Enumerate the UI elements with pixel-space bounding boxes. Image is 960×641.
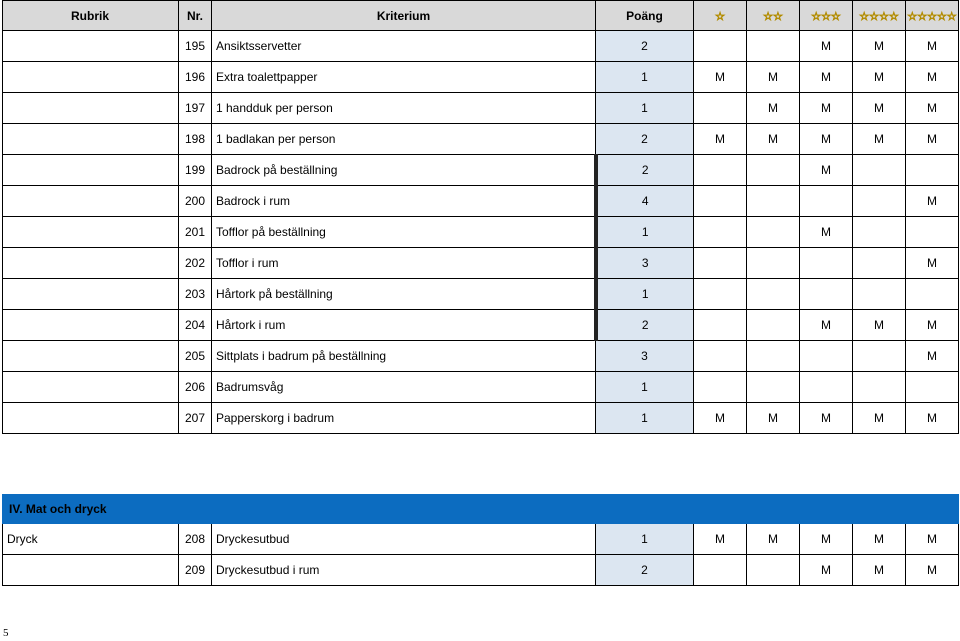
section-title: IV. Mat och dryck (3, 495, 959, 524)
mark-cell: M (694, 403, 747, 434)
nr-cell: 208 (179, 524, 212, 555)
mark-cell: M (747, 403, 800, 434)
table-row (3, 31, 959, 62)
mark-cell (906, 155, 959, 186)
table-row (3, 341, 959, 372)
mark-cell: M (800, 31, 853, 62)
points-cell: 1 (596, 62, 694, 93)
mark-cell: M (906, 341, 959, 372)
header-poang: Poäng (596, 1, 694, 31)
mark-cell (853, 186, 906, 217)
mark-cell (747, 248, 800, 279)
rubrik-cell (3, 341, 179, 372)
nr-cell: 206 (179, 372, 212, 403)
criterion-cell: Dryckesutbud i rum (212, 555, 596, 586)
nr-cell: 202 (179, 248, 212, 279)
mark-cell: M (853, 93, 906, 124)
star-icon: ☆☆☆ (811, 10, 841, 23)
mark-cell: M (906, 524, 959, 555)
nr-cell: 209 (179, 555, 212, 586)
nr-cell: 196 (179, 62, 212, 93)
mark-cell: M (800, 62, 853, 93)
table-row (3, 555, 959, 586)
nr-cell: 200 (179, 186, 212, 217)
rubrik-cell (3, 217, 179, 248)
criterion-cell: Hårtork i rum (212, 310, 596, 341)
mark-cell: M (906, 124, 959, 155)
criterion-cell: Badrumsvåg (212, 372, 596, 403)
criterion-cell: Papperskorg i badrum (212, 403, 596, 434)
mark-cell (853, 217, 906, 248)
mark-cell (694, 93, 747, 124)
mark-cell (694, 372, 747, 403)
mark-cell: M (906, 555, 959, 586)
mark-cell (694, 279, 747, 310)
mark-cell: M (853, 310, 906, 341)
criterion-cell: Dryckesutbud (212, 524, 596, 555)
header-star-5 (906, 1, 959, 31)
nr-cell: 197 (179, 93, 212, 124)
mark-cell (853, 279, 906, 310)
mark-cell (853, 248, 906, 279)
mark-cell (906, 217, 959, 248)
nr-cell: 198 (179, 124, 212, 155)
table-row (3, 524, 959, 555)
points-cell: 3 (596, 341, 694, 372)
page-number: 5 (3, 627, 9, 639)
mark-cell: M (906, 93, 959, 124)
table-row (3, 124, 959, 155)
rubrik-cell (3, 372, 179, 403)
mark-cell: M (747, 524, 800, 555)
mark-cell (800, 248, 853, 279)
mark-cell (853, 372, 906, 403)
mark-cell (747, 555, 800, 586)
rubrik-cell: Dryck (3, 524, 179, 555)
nr-cell: 195 (179, 31, 212, 62)
criterion-cell: Badrock på beställning (212, 155, 596, 186)
header-star-2 (747, 1, 800, 31)
nr-cell: 204 (179, 310, 212, 341)
mark-cell: M (800, 217, 853, 248)
header-row (3, 1, 959, 31)
table-row (3, 186, 959, 217)
points-cell: 1 (596, 403, 694, 434)
mark-cell: M (800, 403, 853, 434)
criteria-table (2, 0, 959, 586)
table-row (3, 310, 959, 341)
mark-cell: M (800, 155, 853, 186)
points-cell: 2 (596, 124, 694, 155)
star-icon: ☆☆ (763, 10, 783, 23)
points-cell: 1 (596, 524, 694, 555)
mark-cell (694, 341, 747, 372)
points-cell: 2 (596, 31, 694, 62)
nr-cell: 203 (179, 279, 212, 310)
star-icon: ☆☆☆☆ (859, 10, 899, 23)
table-row (3, 155, 959, 186)
rubrik-cell (3, 186, 179, 217)
mark-cell: M (853, 403, 906, 434)
mark-cell (694, 186, 747, 217)
mark-cell: M (800, 524, 853, 555)
points-cell: 4 (596, 186, 694, 217)
criterion-cell: Badrock i rum (212, 186, 596, 217)
rubrik-cell (3, 279, 179, 310)
nr-cell: 205 (179, 341, 212, 372)
rubrik-cell (3, 124, 179, 155)
criterion-cell: Ansiktsservetter (212, 31, 596, 62)
criterion-cell: Hårtork på beställning (212, 279, 596, 310)
nr-cell: 199 (179, 155, 212, 186)
points-cell: 1 (596, 217, 694, 248)
mark-cell (747, 310, 800, 341)
points-cell: 2 (596, 555, 694, 586)
mark-cell: M (853, 62, 906, 93)
mark-cell (800, 279, 853, 310)
rubrik-cell (3, 555, 179, 586)
mark-cell (694, 155, 747, 186)
rubrik-cell (3, 248, 179, 279)
star-icon: ☆ (715, 10, 725, 23)
criterion-cell: Extra toalettpapper (212, 62, 596, 93)
table-row (3, 62, 959, 93)
mark-cell (747, 186, 800, 217)
mark-cell (747, 217, 800, 248)
mark-cell: M (747, 93, 800, 124)
mark-cell (694, 310, 747, 341)
nr-cell: 207 (179, 403, 212, 434)
mark-cell: M (906, 62, 959, 93)
mark-cell: M (800, 310, 853, 341)
criterion-cell: Sittplats i badrum på beställning (212, 341, 596, 372)
mark-cell: M (694, 62, 747, 93)
mark-cell: M (800, 124, 853, 155)
star-icon: ☆☆☆☆☆ (907, 10, 957, 23)
rubrik-cell (3, 31, 179, 62)
table-row (3, 93, 959, 124)
header-star-4 (853, 1, 906, 31)
mark-cell (800, 372, 853, 403)
points-cell: 1 (596, 279, 694, 310)
mark-cell (853, 341, 906, 372)
mark-cell (694, 217, 747, 248)
table-row (3, 279, 959, 310)
table-row (3, 248, 959, 279)
header-kriterium: Kriterium (212, 1, 596, 31)
mark-cell: M (853, 555, 906, 586)
mark-cell (747, 31, 800, 62)
mark-cell: M (747, 124, 800, 155)
mark-cell: M (906, 310, 959, 341)
criterion-cell: Tofflor i rum (212, 248, 596, 279)
mark-cell: M (906, 31, 959, 62)
mark-cell: M (906, 186, 959, 217)
criterion-cell: 1 badlakan per person (212, 124, 596, 155)
header-rubrik: Rubrik (3, 1, 179, 31)
rubrik-cell (3, 310, 179, 341)
mark-cell: M (694, 124, 747, 155)
points-cell: 1 (596, 93, 694, 124)
header-nr: Nr. (179, 1, 212, 31)
rubrik-cell (3, 93, 179, 124)
points-cell: 3 (596, 248, 694, 279)
criterion-cell: 1 handduk per person (212, 93, 596, 124)
mark-cell (694, 555, 747, 586)
mark-cell (906, 279, 959, 310)
mark-cell (747, 341, 800, 372)
points-cell: 1 (596, 372, 694, 403)
criterion-cell: Tofflor på beställning (212, 217, 596, 248)
section-header-row (3, 495, 959, 524)
mark-cell: M (906, 403, 959, 434)
mark-cell: M (853, 124, 906, 155)
mark-cell (747, 279, 800, 310)
mark-cell (853, 155, 906, 186)
mark-cell (747, 372, 800, 403)
header-star-3 (800, 1, 853, 31)
points-cell: 2 (596, 310, 694, 341)
mark-cell: M (853, 31, 906, 62)
mark-cell: M (747, 62, 800, 93)
mark-cell: M (800, 555, 853, 586)
mark-cell: M (906, 248, 959, 279)
mark-cell (694, 248, 747, 279)
table-row (3, 217, 959, 248)
mark-cell (800, 341, 853, 372)
mark-cell (747, 155, 800, 186)
spacer-row (3, 434, 959, 495)
header-star-1 (694, 1, 747, 31)
table-row (3, 372, 959, 403)
mark-cell: M (800, 93, 853, 124)
mark-cell (906, 372, 959, 403)
points-cell: 2 (596, 155, 694, 186)
table-row (3, 403, 959, 434)
rubrik-cell (3, 155, 179, 186)
mark-cell (800, 186, 853, 217)
rubrik-cell (3, 403, 179, 434)
rubrik-cell (3, 62, 179, 93)
mark-cell: M (853, 524, 906, 555)
mark-cell: M (694, 524, 747, 555)
mark-cell (694, 31, 747, 62)
nr-cell: 201 (179, 217, 212, 248)
